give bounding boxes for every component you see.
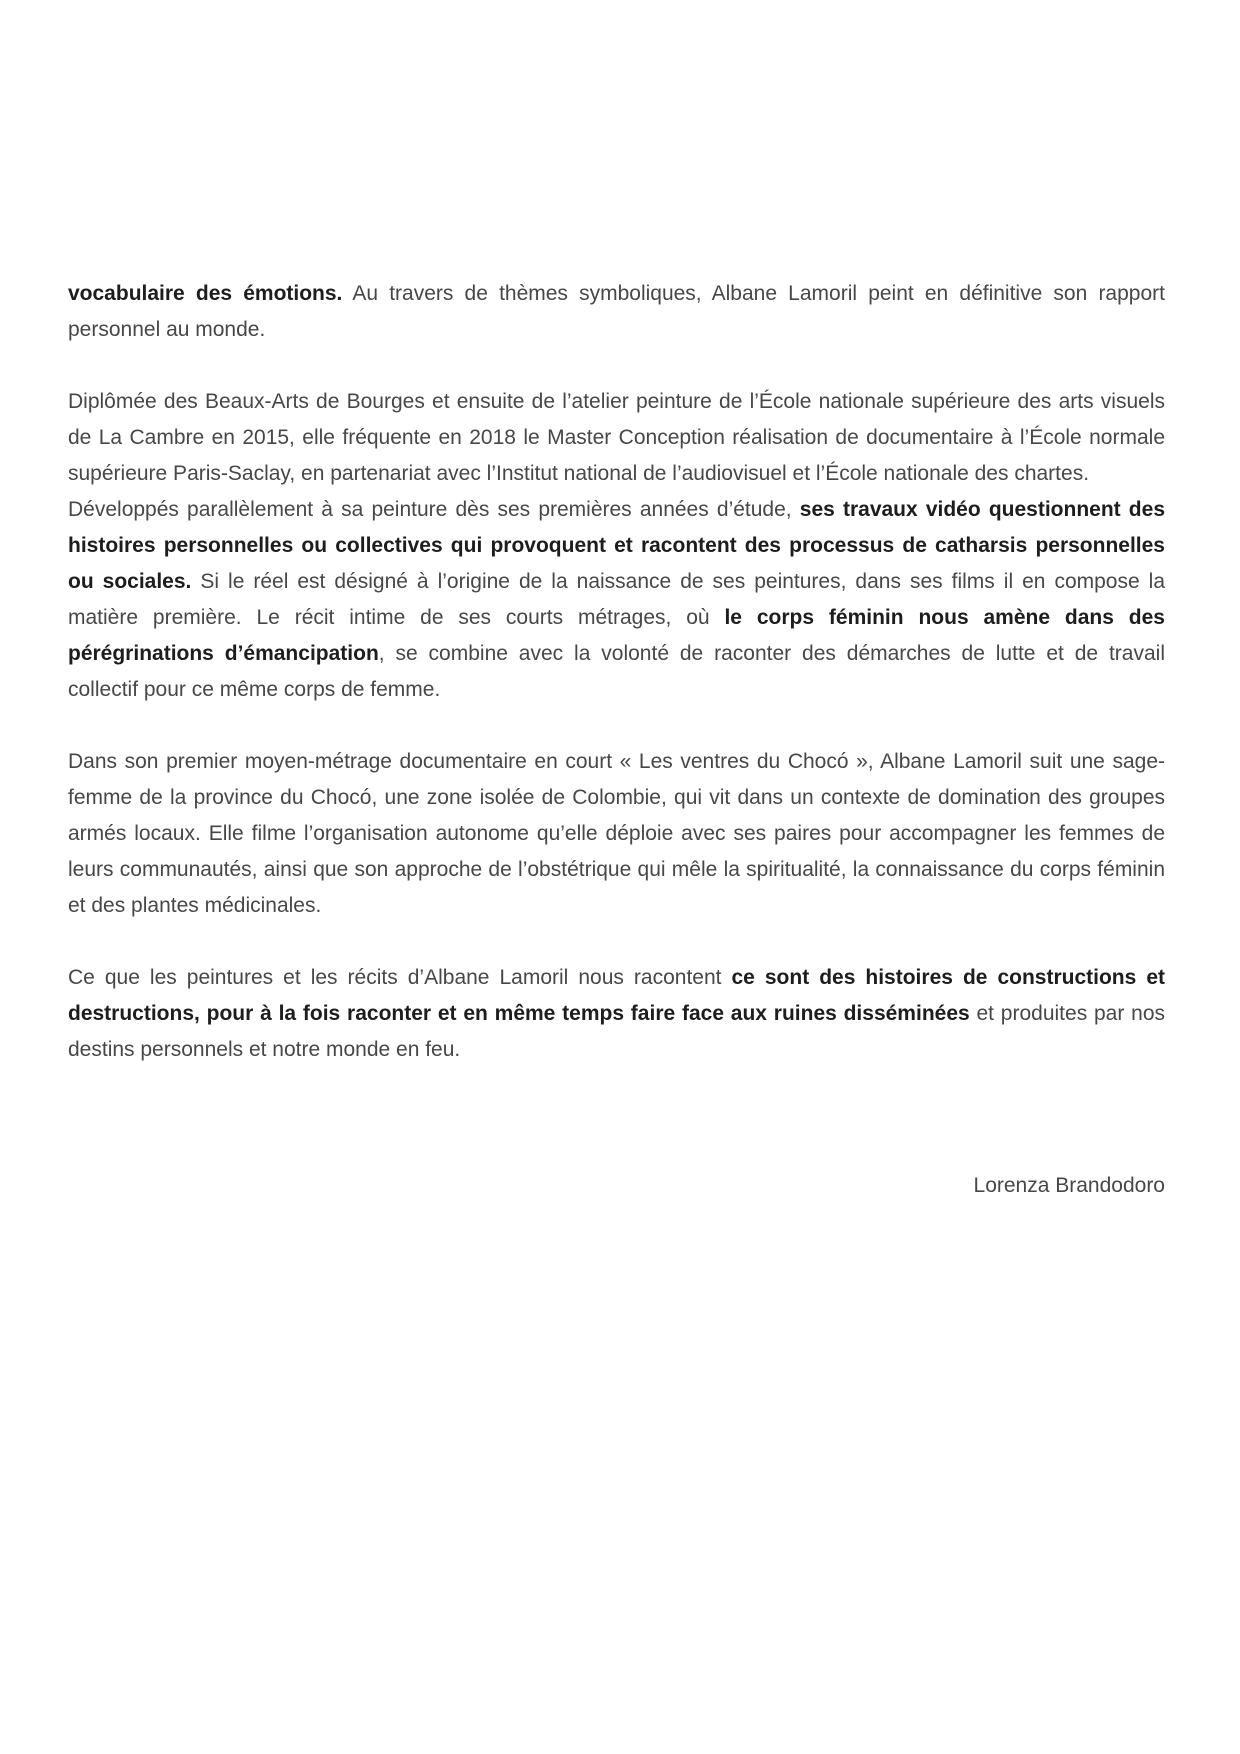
text-run: ce sont des histoires de constructions et destructions, pour à la fois raconter et en même temps faire face aux ruines disséminées <box>68 966 1165 1025</box>
text-run: le corps féminin nous amène dans des pérégrinations d’émancipation <box>68 606 1165 665</box>
paragraph-conclusion <box>68 960 1165 1068</box>
text-run: , se combine avec la volonté de raconter des démarches de lutte et de travail collectif pour ce même corps de femme. <box>68 642 1165 701</box>
text-run: et produites par nos destins personnels et notre monde en feu. <box>68 1002 1166 1061</box>
paragraph-diplomee <box>68 384 1165 492</box>
text-run: ses travaux vidéo questionnent des histoires personnelles ou collectives qui provoquent et racontent des processus de catharsis personnelles ou sociales. <box>68 498 1165 593</box>
text-run: Au travers de thèmes symboliques, Albane Lamoril peint en définitive son rapport personnel au monde. <box>68 282 1165 341</box>
text-run: Diplômée des Beaux-Arts de Bourges et ensuite de l’atelier peinture de l’École nationale supérieure des arts visuels de La Cambre en 2015, elle fréquente en 2018 le Master Conception réalisation de documentaire à l’École normale supérieure Paris-Saclay, en partenariat avec l’Institut national de l’audiovisuel et l’École nationale des chartes. <box>68 390 1165 485</box>
text-run: Ce que les peintures et les récits d’Albane Lamoril nous racontent <box>68 966 732 989</box>
author-signature <box>68 1168 1165 1204</box>
paragraph-developpes <box>68 492 1165 708</box>
text-run: Développés parallèlement à sa peinture dès ses premières années d’étude, <box>68 498 800 521</box>
text-run: Lorenza Brandodoro <box>973 1174 1165 1197</box>
text-run: vocabulaire des émotions. <box>68 282 343 305</box>
paragraph-vocabulaire <box>68 276 1165 348</box>
text-run: Si le réel est désigné à l’origine de la naissance de ses peintures, dans ses films il en compose la matière première. Le récit intime de ses courts métrages, où <box>68 570 1165 629</box>
text-run: Dans son premier moyen-métrage documentaire en court « Les ventres du Chocó », Albane Lamoril suit une sage-femme de la province du Chocó, une zone isolée de Colombie, qui vit dans un contexte de domination des groupes armés locaux. Elle filme l’organisation autonome qu’elle déploie avec ses paires pour accompagner les femmes de leurs communautés, ainsi que son approche de l’obstétrique qui mêle la spiritualité, la connaissance du corps féminin et des plantes médicinales. <box>68 750 1165 917</box>
paragraph-ventres-du-choco <box>68 744 1165 924</box>
